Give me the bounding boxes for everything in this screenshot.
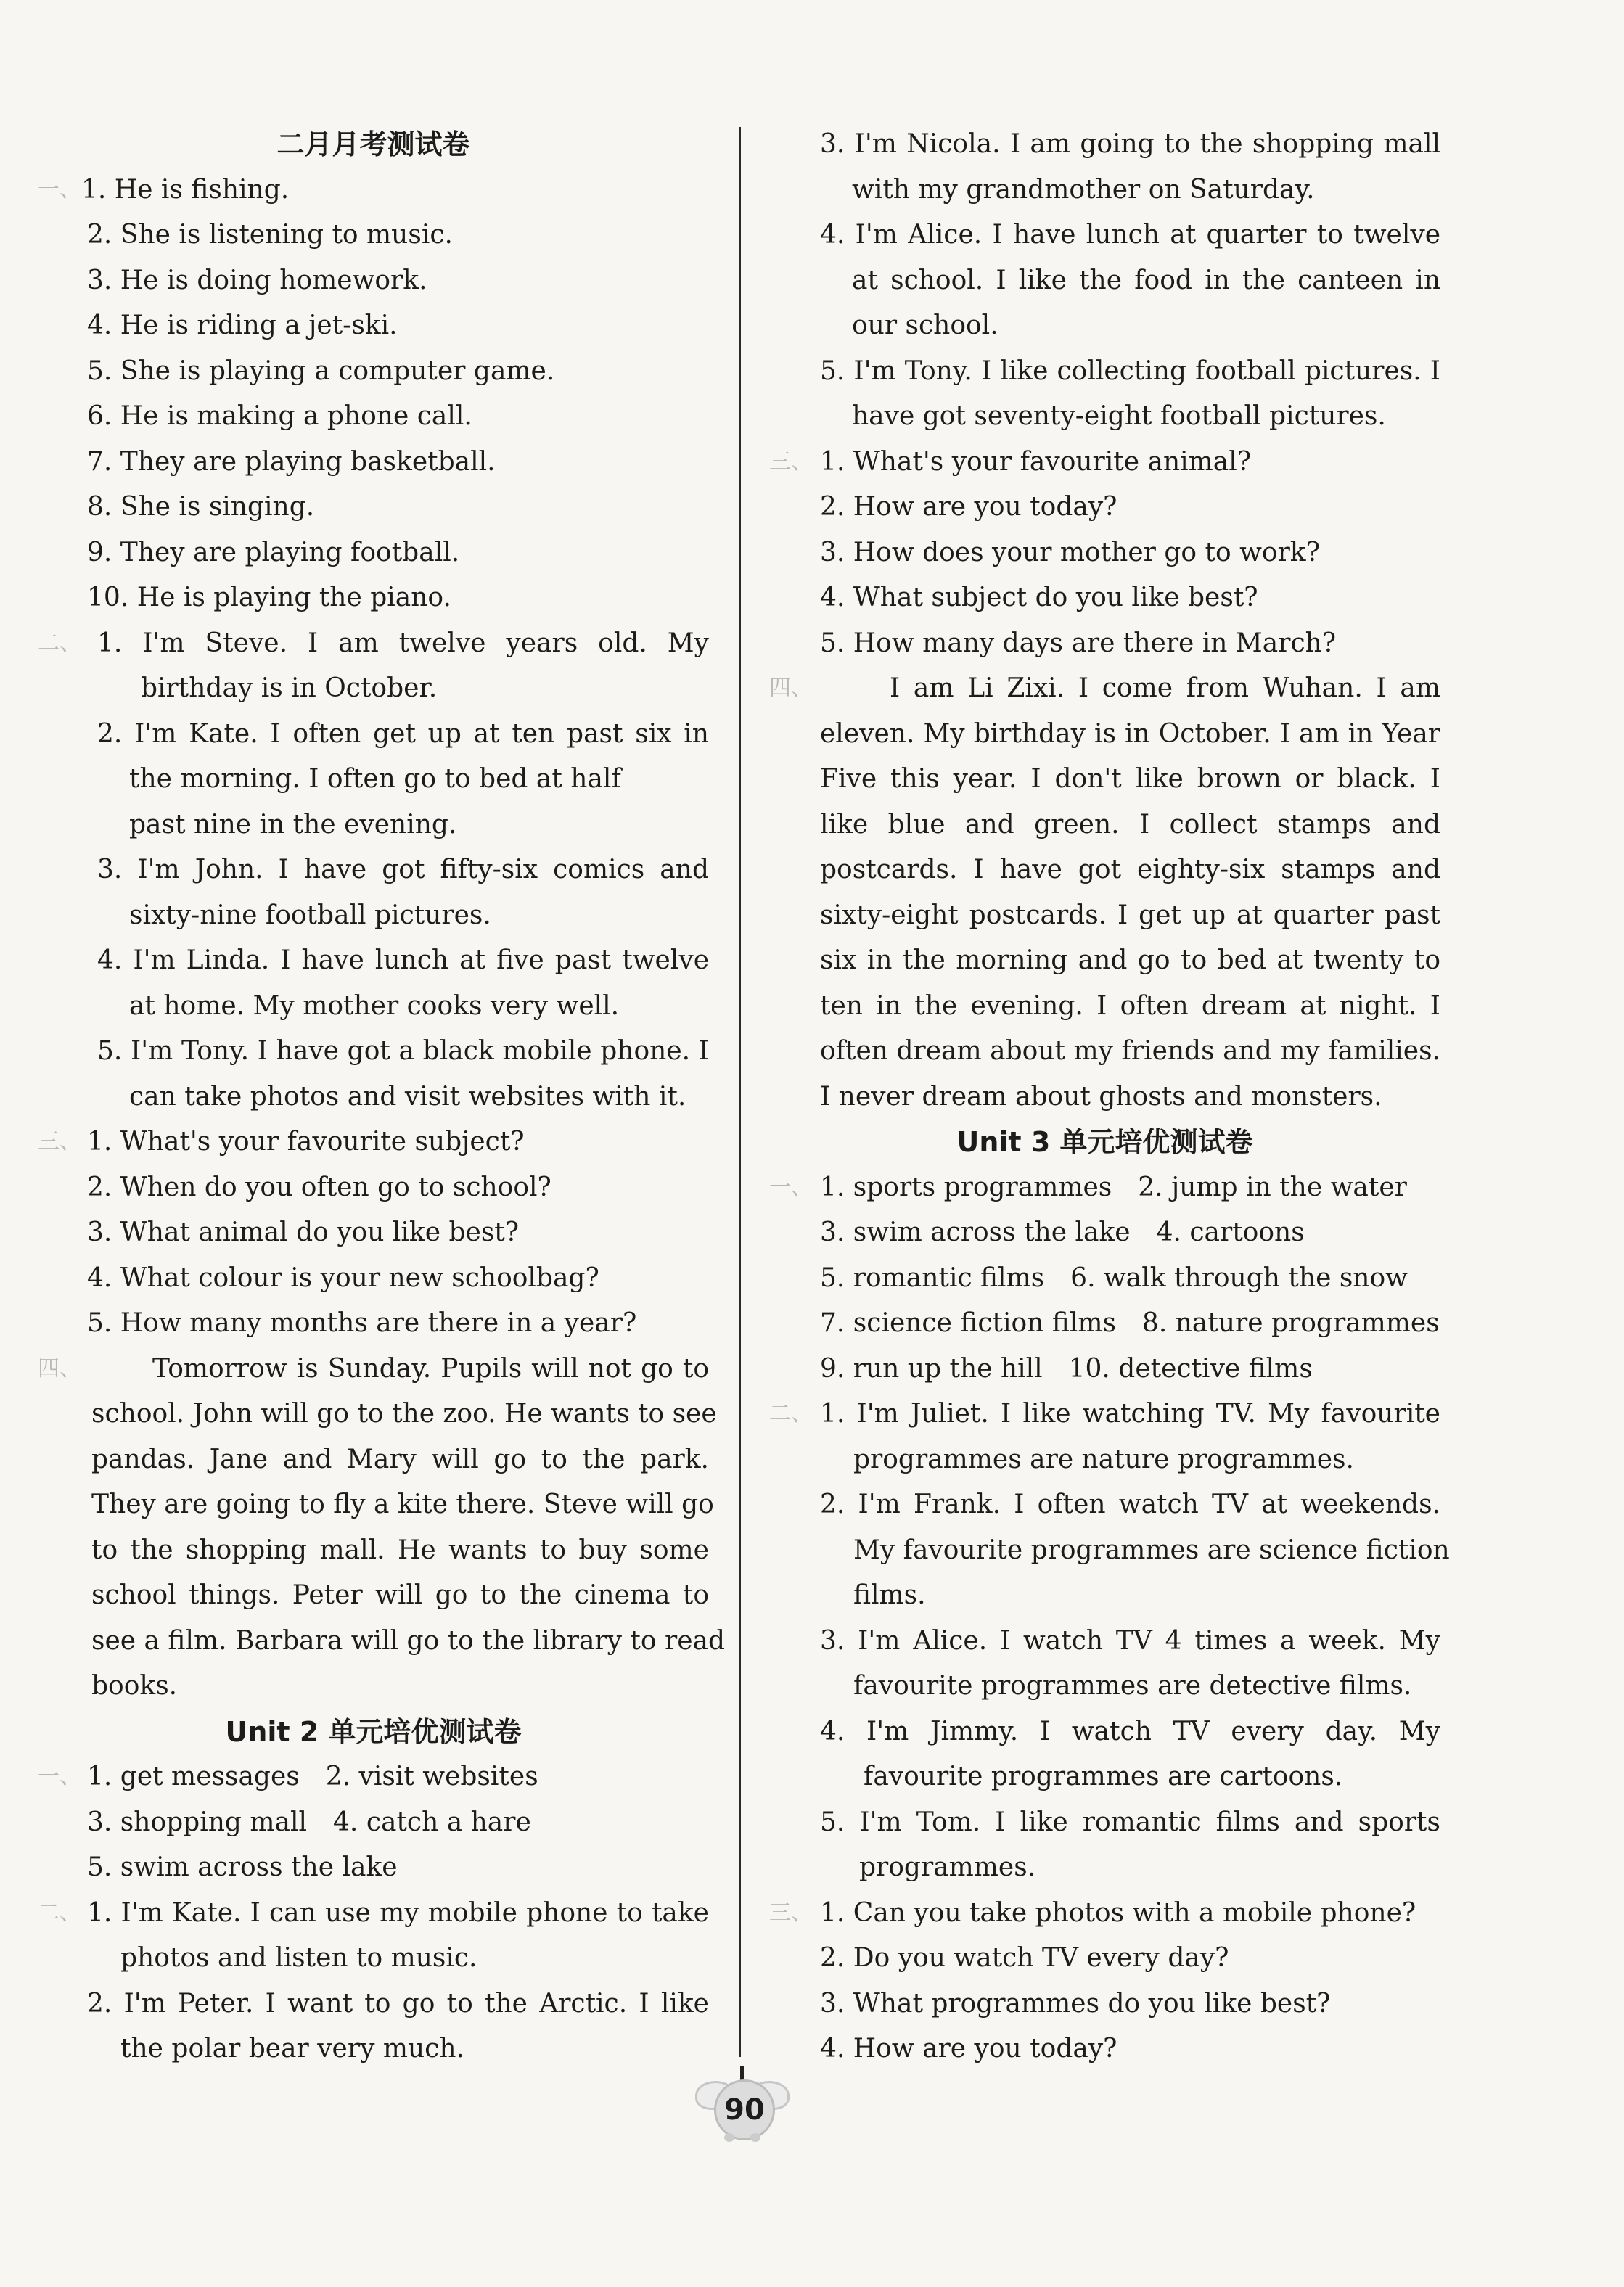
- answer-line: [38, 1120, 709, 1165]
- answer-line: [38, 1347, 709, 1392]
- line-text: 4. He is riding a jet-ski.: [87, 311, 398, 340]
- section-marker: 二、: [38, 630, 81, 656]
- line-text: sixty-nine football pictures.: [129, 900, 491, 930]
- answer-line: [769, 258, 1440, 304]
- answer-line: [769, 440, 1440, 485]
- line-text: photos and listen to music.: [120, 1943, 477, 1973]
- answer-line: [769, 1347, 1440, 1392]
- line-text: 1. sports programmes 2. jump in the water: [820, 1172, 1407, 1202]
- answer-line: [38, 621, 709, 667]
- answer-line: [38, 440, 709, 485]
- answer-line: [769, 1709, 1440, 1755]
- line-text: They are going to fly a kite there. Steve will go: [91, 1490, 714, 1519]
- answer-line: [38, 757, 709, 802]
- line-text: 5. I'm Tony. I like collecting football pictures. I: [820, 356, 1440, 386]
- line-text: Tomorrow is Sunday. Pupils will not go to: [152, 1353, 709, 1384]
- answer-line: [38, 1165, 709, 1211]
- line-text: 4. What subject do you like best?: [820, 583, 1258, 612]
- line-text: 5. How many months are there in a year?: [87, 1308, 637, 1338]
- answer-line: [769, 122, 1440, 168]
- line-text: 3. shopping mall 4. catch a hare: [87, 1807, 531, 1837]
- line-text: 4. I'm Alice. I have lunch at quarter to twelve: [820, 220, 1440, 250]
- answer-line: [38, 1619, 726, 1664]
- line-text: the morning. I often go to bed at half: [129, 764, 621, 794]
- answer-line: [38, 349, 709, 395]
- line-text: 1. What's your favourite animal?: [820, 446, 1252, 477]
- line-text: 3. I'm Nicola. I am going to the shopping mall: [820, 129, 1440, 159]
- answer-line: [38, 1301, 709, 1347]
- line-text: birthday is in October.: [141, 673, 438, 703]
- line-text: 二月月考测试卷: [276, 128, 470, 160]
- answer-line: [769, 1936, 1440, 1982]
- line-text: 3. swim across the lake 4. cartoons: [820, 1218, 1305, 1247]
- answer-line: [38, 984, 709, 1030]
- answer-line: [38, 1392, 717, 1437]
- answer-line: [38, 1664, 709, 1709]
- answer-line: [38, 1754, 709, 1800]
- answer-line: [38, 303, 709, 349]
- line-text: can take photos and visit websites with it.: [129, 1081, 686, 1112]
- line-text: at home. My mother cooks very well.: [129, 990, 620, 1021]
- line-text: 9. They are playing football.: [87, 537, 460, 567]
- answer-line: [38, 893, 709, 939]
- line-text: 5. romantic films 6. walk through the snow: [820, 1262, 1408, 1293]
- answer-line: [769, 303, 1440, 349]
- line-text: favourite programmes are cartoons.: [864, 1762, 1343, 1791]
- answer-line: [769, 2027, 1440, 2072]
- line-text: 1. What's your favourite subject?: [87, 1127, 525, 1157]
- section-title: [38, 1709, 709, 1755]
- line-text: 7. science fiction films 8. nature programmes: [820, 1308, 1440, 1338]
- answer-line: [38, 258, 709, 304]
- line-text: My favourite programmes are science fiction: [853, 1535, 1450, 1565]
- section-marker: 一、: [38, 176, 81, 202]
- line-text: school things. Peter will go to the cinema to: [91, 1580, 709, 1610]
- line-text: I never dream about ghosts and monsters.: [820, 1081, 1382, 1112]
- answer-line: [38, 1891, 709, 1937]
- line-text: 4. I'm Linda. I have lunch at five past twelve: [97, 945, 709, 975]
- line-text: 1. Can you take photos with a mobile phone?: [820, 1897, 1416, 1928]
- line-text: 2. I'm Peter. I want to go to the Arctic. I like: [87, 1988, 709, 2019]
- line-text: postcards. I have got eighty-six stamps and: [820, 855, 1440, 884]
- line-text: 5. swim across the lake: [87, 1852, 398, 1882]
- line-text: 1. I'm Steve. I am twelve years old. My: [97, 628, 709, 658]
- answer-line: [769, 712, 1440, 757]
- section-marker: 二、: [38, 1900, 81, 1926]
- answer-line: [769, 168, 1440, 213]
- line-text: with my grandmother on Saturday.: [852, 174, 1315, 205]
- answer-line: [38, 1029, 709, 1075]
- answer-line: [769, 1800, 1440, 1846]
- answer-line: [769, 1075, 1440, 1120]
- line-text: 5. How many days are there in March?: [820, 628, 1337, 658]
- line-text: school. John will go to the zoo. He wants to see: [91, 1399, 717, 1429]
- foot-decoration: [750, 2133, 760, 2142]
- answer-line: [38, 168, 709, 213]
- answer-line: [769, 847, 1440, 893]
- line-text: past nine in the evening.: [129, 809, 457, 839]
- section-marker: 四、: [769, 676, 813, 701]
- answer-line: [38, 2027, 709, 2072]
- answer-line: [769, 1845, 1440, 1891]
- line-text: at school. I like the food in the canteen in: [852, 265, 1440, 295]
- answer-line: [769, 213, 1440, 258]
- answer-line: [38, 1573, 709, 1619]
- line-text: six in the morning and go to bed at twenty to: [820, 945, 1440, 975]
- answer-line: [38, 1210, 709, 1256]
- line-text: 2. When do you often go to school?: [87, 1172, 551, 1202]
- answer-line: [769, 621, 1440, 667]
- answer-line: [769, 485, 1440, 530]
- answer-line: [769, 1528, 1450, 1574]
- left-column: [38, 122, 726, 2072]
- line-text: 3. I'm Alice. I watch TV 4 times a week. My: [820, 1625, 1440, 1656]
- answer-line: [769, 757, 1440, 802]
- line-text: 1. I'm Juliet. I like watching TV. My favourite: [820, 1399, 1440, 1429]
- line-text: see a film. Barbara will go to the library to read: [91, 1625, 726, 1656]
- line-text: 3. He is doing homework.: [87, 265, 427, 295]
- line-text: the polar bear very much.: [120, 2034, 464, 2064]
- answer-line: [38, 575, 709, 621]
- line-text: to the shopping mall. He wants to buy some: [91, 1535, 709, 1565]
- line-text: 2. I'm Frank. I often watch TV at weekends.: [820, 1490, 1440, 1519]
- answer-line: [769, 1573, 1440, 1619]
- line-text: 2. Do you watch TV every day?: [820, 1943, 1229, 1973]
- answer-line: [769, 1754, 1440, 1800]
- line-text: often dream about my friends and my families.: [820, 1036, 1440, 1066]
- answer-line: [38, 847, 709, 893]
- page-number-badge: [695, 2066, 790, 2146]
- line-text: favourite programmes are detective films.: [853, 1671, 1412, 1701]
- column-divider: [739, 127, 741, 2057]
- answer-line: [38, 1845, 709, 1891]
- answer-line: [38, 1800, 709, 1846]
- answer-line: [769, 1982, 1440, 2027]
- line-text: 10. He is playing the piano.: [87, 583, 451, 612]
- answer-line: [769, 530, 1440, 576]
- right-column: [769, 122, 1450, 2072]
- line-text: 8. She is singing.: [87, 492, 315, 522]
- line-text: 9. run up the hill 10. detective films: [820, 1353, 1313, 1384]
- answer-line: [38, 1936, 709, 1982]
- line-text: sixty-eight postcards. I get up at quarter past: [820, 900, 1440, 930]
- answer-line: [769, 1256, 1440, 1302]
- answer-line: [769, 1891, 1440, 1937]
- answer-line: [38, 213, 709, 258]
- answer-line: [769, 1482, 1440, 1528]
- line-text: Unit 2 单元培优测试卷: [225, 1715, 522, 1748]
- line-text: have got seventy-eight football pictures.: [852, 401, 1386, 431]
- answer-line: [38, 1075, 709, 1120]
- answer-line: [769, 1392, 1440, 1437]
- section-marker: 三、: [38, 1129, 81, 1154]
- line-text: programmes.: [859, 1852, 1036, 1882]
- answer-line: [38, 1982, 709, 2027]
- line-text: 4. I'm Jimmy. I watch TV every day. My: [820, 1716, 1440, 1746]
- section-marker: 二、: [769, 1401, 813, 1426]
- section-marker: 四、: [38, 1355, 81, 1381]
- line-text: like blue and green. I collect stamps and: [820, 809, 1440, 839]
- line-text: 3. What programmes do you like best?: [820, 1988, 1331, 2019]
- answer-line: [769, 1210, 1440, 1256]
- line-text: I am Li Zixi. I come from Wuhan. I am: [890, 673, 1440, 703]
- answer-line: [769, 984, 1440, 1030]
- page-number: 90: [714, 2079, 775, 2140]
- answer-line: [38, 802, 709, 848]
- antenna-decoration: [740, 2066, 744, 2081]
- answer-line: [38, 666, 709, 712]
- section-marker: 三、: [769, 448, 813, 475]
- answer-line: [769, 1301, 1440, 1347]
- line-text: 1. He is fishing.: [81, 174, 290, 205]
- answer-line: [769, 666, 1440, 712]
- answer-line: [38, 485, 709, 530]
- line-text: Unit 3 单元培优测试卷: [956, 1126, 1253, 1158]
- answer-line: [38, 1437, 709, 1483]
- line-text: 7. They are playing basketball.: [87, 446, 496, 477]
- answer-line: [769, 394, 1440, 440]
- section-title: [38, 122, 709, 168]
- answer-line: [769, 938, 1440, 984]
- answer-line: [769, 1619, 1440, 1664]
- line-text: 4. What colour is your new schoolbag?: [87, 1262, 599, 1293]
- line-text: 6. He is making a phone call.: [87, 401, 472, 431]
- line-text: ten in the evening. I often dream at night. I: [820, 990, 1440, 1021]
- line-text: 2. I'm Kate. I often get up at ten past six in: [97, 718, 709, 749]
- section-title: [769, 1120, 1440, 1165]
- answer-line: [38, 712, 709, 757]
- line-text: 2. How are you today?: [820, 492, 1117, 522]
- answer-line: [769, 575, 1440, 621]
- line-text: books.: [91, 1671, 178, 1701]
- answer-line: [38, 530, 709, 576]
- line-text: Five this year. I don't like brown or black. I: [820, 764, 1440, 794]
- section-marker: 一、: [38, 1764, 81, 1789]
- foot-decoration: [724, 2133, 734, 2142]
- line-text: our school.: [852, 311, 998, 340]
- line-text: 5. I'm Tom. I like romantic films and sports: [820, 1807, 1440, 1837]
- section-marker: 三、: [769, 1900, 813, 1926]
- answer-line: [38, 1482, 714, 1528]
- section-marker: 一、: [769, 1174, 813, 1200]
- line-text: 3. What animal do you like best?: [87, 1218, 520, 1247]
- answer-line: [38, 394, 709, 440]
- answer-line: [769, 893, 1440, 939]
- line-text: eleven. My birthday is in October. I am in Year: [820, 718, 1440, 749]
- line-text: 3. I'm John. I have got fifty-six comics and: [97, 855, 709, 884]
- line-text: 3. How does your mother go to work?: [820, 537, 1320, 567]
- answer-line: [38, 938, 709, 984]
- line-text: 1. get messages 2. visit websites: [87, 1762, 538, 1791]
- answer-line: [769, 1165, 1440, 1211]
- line-text: 5. She is playing a computer game.: [87, 356, 555, 386]
- answer-line: [769, 1029, 1440, 1075]
- answer-line: [38, 1256, 709, 1302]
- line-text: 4. How are you today?: [820, 2034, 1117, 2064]
- line-text: 1. I'm Kate. I can use my mobile phone to take: [87, 1897, 709, 1928]
- answer-line: [769, 1437, 1440, 1483]
- line-text: pandas. Jane and Mary will go to the park.: [91, 1444, 709, 1474]
- answer-line: [769, 349, 1440, 395]
- line-text: programmes are nature programmes.: [853, 1444, 1354, 1474]
- line-text: films.: [853, 1580, 926, 1610]
- answer-line: [38, 1528, 709, 1574]
- line-text: 2. She is listening to music.: [87, 220, 453, 250]
- answer-line: [769, 1664, 1440, 1709]
- line-text: 5. I'm Tony. I have got a black mobile phone. I: [97, 1036, 709, 1066]
- answer-line: [769, 802, 1440, 848]
